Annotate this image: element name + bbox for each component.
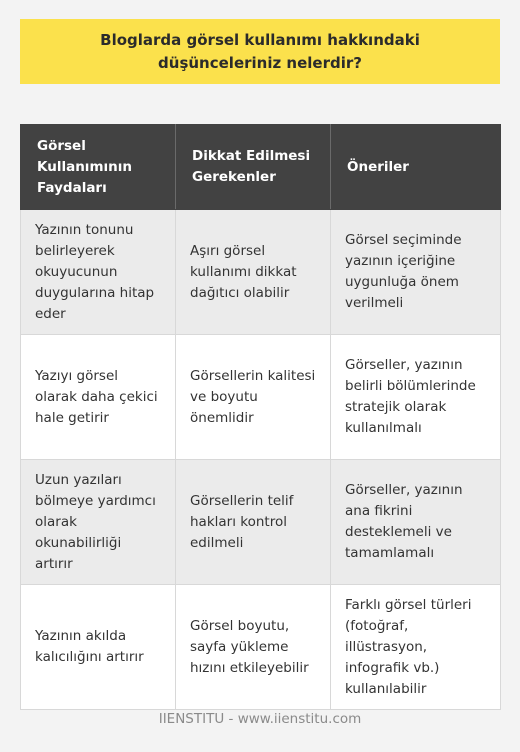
table-cell: Farklı görsel türleri (fotoğraf, illüstrasyon, infografik vb.) kullanılabilir	[331, 585, 501, 710]
table-row	[21, 210, 501, 335]
table-cell: Görsellerin telif hakları kontrol edilmeli	[176, 460, 331, 585]
table-cell: Yazının tonunu belirleyerek okuyucunun duygularına hitap eder	[21, 210, 176, 335]
table-header	[21, 125, 501, 210]
table-cell: Yazının akılda kalıcılığını artırır	[21, 585, 176, 710]
table-cell: Aşırı görsel kullanımı dikkat dağıtıcı olabilir	[176, 210, 331, 335]
footer-credit: IIENSTITU - www.iienstitu.com	[158, 711, 362, 727]
header-recommendations: Öneriler	[331, 125, 501, 210]
header-considerations: Dikkat Edilmesi Gerekenler	[176, 125, 331, 210]
table-row	[21, 585, 501, 710]
table-row	[21, 460, 501, 585]
table-cell: Görsellerin kalitesi ve boyutu önemlidir	[176, 335, 331, 460]
table-cell: Uzun yazıları bölmeye yardımcı olarak okunabilirliği artırır	[21, 460, 176, 585]
page-title: Bloglarda görsel kullanımı hakkındaki düşünceleriniz nelerdir?	[100, 30, 420, 72]
table-row	[21, 335, 501, 460]
table-cell: Görseller, yazının ana fikrini desteklemeli ve tamamlamalı	[331, 460, 501, 585]
table-cell: Görseller, yazının belirli bölümlerinde stratejik olarak kullanılmalı	[331, 335, 501, 460]
header-benefits: Görsel Kullanımının Faydaları	[21, 125, 176, 210]
header-row	[21, 125, 501, 210]
table-cell: Yazıyı görsel olarak daha çekici hale getirir	[21, 335, 176, 460]
title-banner	[20, 19, 500, 84]
table-cell: Görsel seçiminde yazının içeriğine uygunluğa önem verilmeli	[331, 210, 501, 335]
table-cell: Görsel boyutu, sayfa yükleme hızını etkileyebilir	[176, 585, 331, 710]
comparison-table	[20, 124, 501, 710]
table-body	[21, 210, 501, 710]
